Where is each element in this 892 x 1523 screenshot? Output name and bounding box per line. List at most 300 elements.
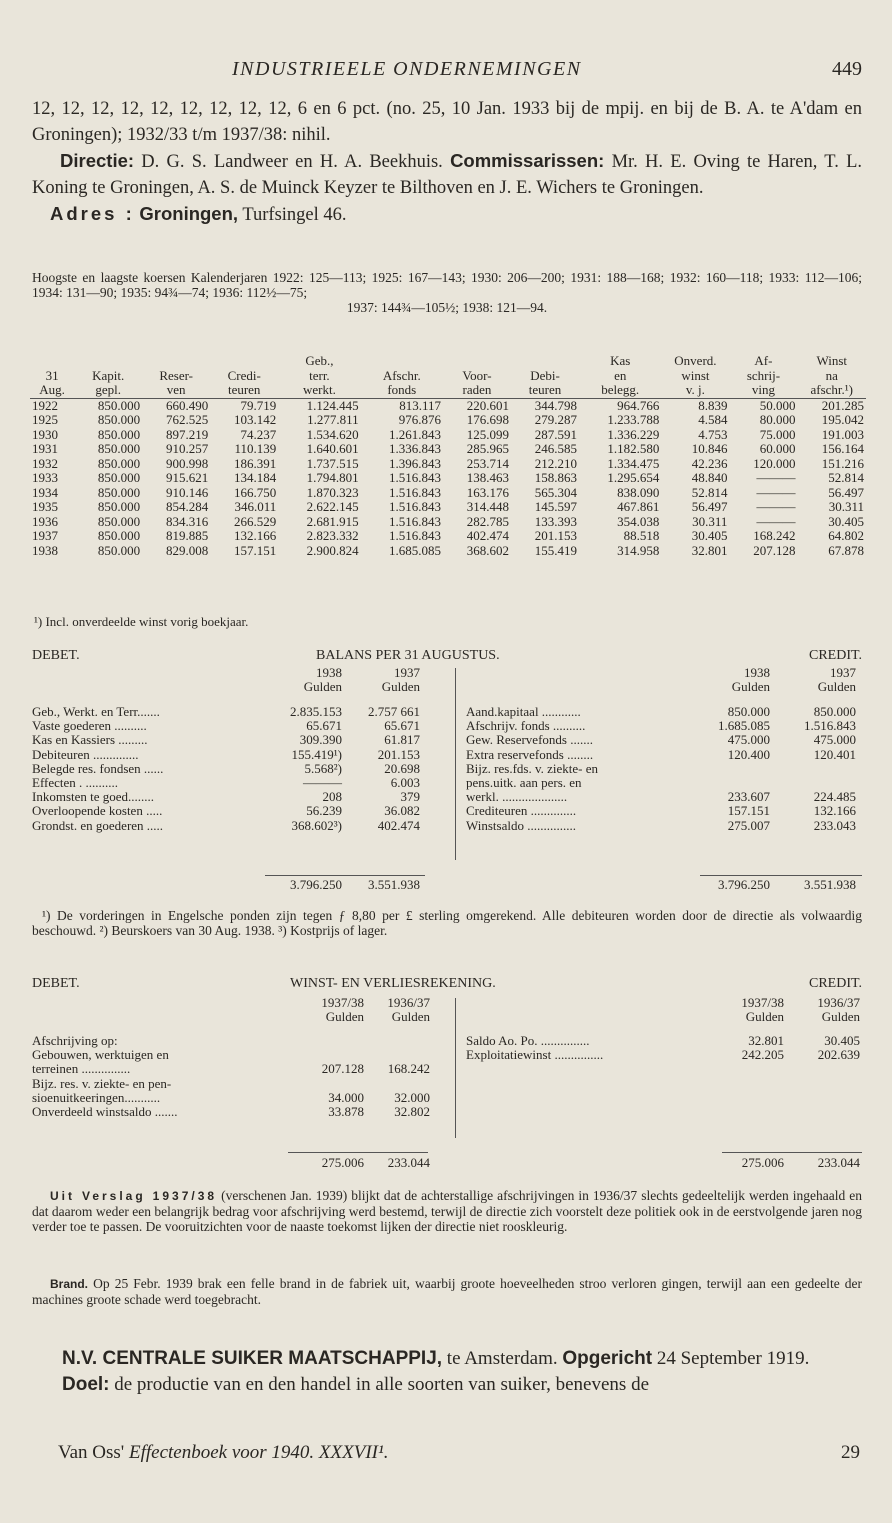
balans-left-head-1937 [346,666,420,694]
column-header: raden [462,382,492,397]
table-cell: 88.518 [623,528,660,543]
table-cell: 155.419 [534,542,578,558]
table-cell: 30.311 [828,499,864,514]
list-item [284,1034,364,1048]
table-cell: 103.142 [233,412,277,427]
list-item [776,762,856,776]
table-cell: 850.000 [97,513,141,529]
table-cell: 157.151 [233,542,277,558]
list-item: 202.639 [817,1047,860,1063]
balans-right-total-1938: 3.796.250 [718,877,770,892]
table-cell: 132.166 [233,528,277,543]
table-cell: 344.798 [511,398,579,413]
table-cell: 4.753 [698,426,728,442]
list-item: 34.000 [328,1089,364,1105]
column-header: v. j. [685,382,705,397]
table-cell: 850.000 [97,470,141,485]
commissarissen-label: Commissarissen: [450,150,605,171]
balans-right-head-1938 [690,666,770,694]
table-cell: 186.391 [233,455,277,471]
footer-publisher: Van Oss' [58,1442,125,1463]
table-cell: 145.597 [534,499,578,514]
balans-left-total-rule [265,875,425,876]
wv-credit-label: CREDIT. [808,976,862,991]
table-cell: 48.840 [691,470,728,485]
table-cell: 915.621 [165,470,209,485]
table-row [30,457,866,472]
wv-right-total-b: 233.044 [817,1155,860,1170]
year-label: 1937 [394,665,420,680]
list-item: 61.817 [384,732,420,748]
table-cell: 2.900.824 [306,542,359,558]
list-item: werkl. .................... [466,789,568,805]
table-cell: 1925 [32,412,58,427]
table-cell: 314.958 [617,542,660,558]
table-cell: ——— [756,499,796,514]
list-item: 208 [322,789,342,805]
table-cell: 282.785 [466,513,509,529]
table-cell: 212.210 [534,455,578,471]
year-label: 1936/37 [387,995,430,1010]
management-paragraph [32,148,862,201]
wv-left-head-a [284,996,364,1024]
table-row [30,398,866,413]
footer-book: Effectenboek voor 1940. XXXVII¹. [128,1442,389,1463]
list-item: 120.401 [813,746,856,762]
table-cell: 74.237 [240,426,277,442]
wv-left-total-b: 233.044 [387,1155,430,1170]
balans-right-1938 [690,705,770,833]
table-cell: 850.000 [97,528,141,543]
column-header: Winst [816,353,847,368]
table-cell: 314.448 [466,499,509,514]
table-cell: 1.277.811 [307,412,359,427]
list-item: 475.000 [727,732,770,748]
table-cell: 1936 [32,513,58,529]
list-item: 475.000 [813,732,856,748]
column-header: Kas [610,353,631,368]
column-header [210,354,278,369]
footer [58,1442,388,1464]
table-cell: 354.038 [617,513,660,529]
column-header: terr. [309,367,330,383]
list-item: terreinen ............... [32,1061,131,1077]
table-cell: 1.336.843 [388,441,441,456]
list-item [690,762,770,776]
header-row [30,354,866,369]
list-item: 233.043 [813,817,856,833]
list-item: Extra reservefonds ........ [466,746,594,762]
company-name: N.V. CENTRALE SUIKER MAATSCHAPPIJ, [62,1348,443,1369]
unit-label: Gulden [325,1009,364,1025]
balans-debet-label: DEBET. [32,648,80,663]
list-item: 32.000 [394,1089,430,1105]
list-item: 1.516.843 [804,718,856,734]
table-cell: 854.284 [165,499,209,514]
column-header: Kapit. [92,367,125,383]
column-header: gepl. [95,382,121,397]
column-header: Credi- [227,367,261,383]
balans-credit-label: CREDIT. [808,648,862,663]
table-cell: 819.885 [165,528,209,543]
balans-left-total-1937: 3.551.938 [368,877,420,892]
table-cell: 287.591 [534,426,578,442]
column-header [443,354,511,369]
table-cell: 80.000 [759,412,796,427]
brand-paragraph [32,1276,862,1307]
adres-city: Groningen, [139,203,239,224]
table-cell: 1931 [32,441,58,456]
table-cell: 158.863 [534,470,578,485]
adres-label: Adres : [50,203,135,224]
wv-left-labels [32,1034,282,1119]
verslag-label: Uit Verslag 1937/38 [50,1189,218,1203]
table-cell: 4.584 [698,412,728,427]
list-item: 207.128 [321,1061,364,1077]
list-item: 155.419¹) [291,746,342,762]
list-item: sioenuitkeeringen........... [32,1089,161,1105]
table-row [30,500,866,515]
table-row [30,515,866,530]
column-header: en [614,367,627,383]
list-item: Saldo Ao. Po. ............... [466,1033,590,1048]
column-header: ven [166,382,186,397]
column-header: Aug. [39,382,65,397]
table-cell: 1.182.580 [607,441,660,456]
history-footnote: ¹) Incl. onverdeelde winst vorig boekjaar. [34,614,249,629]
table-cell: 1932 [32,455,58,471]
table-cell: 467.861 [617,499,660,514]
table-cell: 1934 [32,484,58,500]
history-table [30,354,866,558]
table-cell: 976.876 [398,412,441,427]
list-item: pens.uitk. aan pers. en [466,774,582,790]
table-cell: 32.801 [691,542,728,558]
year-label: 1937 [830,665,856,680]
unit-label: Gulden [817,679,856,695]
table-cell: 266.529 [233,513,277,529]
table-cell: 220.601 [443,398,511,413]
list-item: 850.000 [813,704,856,719]
table-cell: 120.000 [753,455,796,471]
wv-right-a [720,1034,784,1062]
table-row [30,544,866,559]
wv-right-head-b [788,996,860,1024]
table-cell: 50.000 [729,398,797,413]
unit-label: Gulden [391,1009,430,1025]
list-item: Onverdeeld winstsaldo ....... [32,1103,178,1119]
koersen-text: Hoogste en laagste koersen Kalenderjaren 1922: 125—113; 1925: 167—143; 1930: 206—200; 1931: 188—168; 1932: 160—118; 1933: 112—106; 1934: 131—90; 1935: 94¾—74; 1936: 112½—75; [32,270,862,300]
price-range [32,270,862,315]
table-cell: 8.839 [661,398,729,413]
list-item: 1.685.085 [718,718,770,734]
wv-debet-label: DEBET. [32,976,80,991]
table-cell: 67.878 [828,542,864,558]
table-cell: 565.304 [534,484,578,500]
table-cell: 368.602 [466,542,509,558]
list-item: 224.485 [813,789,856,805]
list-item: Gew. Reservefonds ....... [466,732,593,748]
table-cell: 660.490 [142,398,210,413]
table-cell: ——— [756,513,796,529]
adres-street: Turfsingel 46. [242,205,347,225]
wv-right-b [788,1034,860,1062]
footer-page-number: 29 [841,1442,860,1463]
list-item: Geb., Werkt. en Terr....... [32,704,160,719]
list-item: Aand.kapitaal ............ [466,704,581,719]
balans-footnote [32,908,862,938]
table-cell: 2.622.145 [306,499,359,514]
list-item: 56.239 [306,803,342,819]
table-cell: 2.681.915 [306,513,359,529]
table-cell: 1.261.843 [388,426,441,442]
verslag-text: (verschenen Jan. 1939) blijkt dat de achterstallige afschrijvingen in 1936/37 slechts gedeeltelijk werden ingehaald en dat daarom weder een belangrijk bedrag voor afschrijving werd bestemd, terwijl de directie zich voorstelt deze politiek ook in de eerstvolgende jaren nog verder toe te passen. De vooruitzichten voor de naaste toekomst lijken der directie niet rooskleurig. [32,1188,863,1234]
opgericht-text: 24 September 1919. [656,1348,810,1369]
table-cell: 1935 [32,499,58,514]
year-label: 1937/38 [741,995,784,1010]
table-cell: 176.698 [466,412,509,427]
table-cell: 1.685.085 [388,542,441,558]
table-cell: 64.802 [828,528,864,543]
column-header: Voor- [462,367,492,383]
list-item: ——— [303,774,342,790]
column-header [30,354,74,369]
table-cell: 1.737.515 [306,455,359,471]
table-cell: 1.516.843 [388,513,441,529]
wv-right-head-a [720,996,784,1024]
balans-left-labels [32,705,260,833]
list-item [362,1077,430,1091]
list-item: 201.153 [377,746,420,762]
list-item: Bijz. res. v. ziekte- en pen- [32,1075,172,1091]
list-item: 850.000 [727,704,770,719]
dividend-text: 12, 12, 12, 12, 12, 12, 12, 12, 12, 6 en 6 pct. (no. 25, 10 Jan. 1933 bij de mpij. en bij de B. A. te A'dam en Groningen); 1932/33 t/m 1937/38: nihil. [32,99,862,145]
table-cell: 56.497 [828,484,864,500]
year-label: 1938 [316,665,342,680]
brand-text: Op 25 Febr. 1939 brak een felle brand in de fabriek uit, waarbij groote hoeveelheden stroo verloren gingen, terwijl aan een gedeelte der machines groote schade werd toegebracht. [32,1276,862,1307]
header-row [30,369,866,384]
address-line [32,201,862,228]
balans-right-total-1937: 3.551.938 [804,877,856,892]
table-cell: 253.714 [466,455,509,471]
list-item: 30.405 [824,1033,860,1048]
table-cell: 1922 [30,398,74,413]
list-item: Exploitatiewinst ............... [466,1047,604,1063]
table-cell: 762.525 [165,412,209,427]
history-table-body [30,398,866,558]
wv-right-total-a: 275.006 [741,1155,784,1170]
table-cell: 346.011 [234,499,277,514]
column-header [142,354,210,369]
table-row [30,471,866,486]
table-cell: 52.814 [691,484,728,500]
column-header: 31 [45,367,59,383]
year-label: 1938 [744,665,770,680]
table-cell: ——— [756,484,796,500]
table-cell: 42.236 [691,455,728,471]
table-cell: 850.000 [97,426,141,442]
table-cell: 850.000 [97,412,141,427]
wv-left-b [362,1034,430,1119]
unit-label: Gulden [731,679,770,695]
list-item [362,1034,430,1048]
table-cell: 1.516.843 [388,499,441,514]
table-cell: 1.794.801 [306,470,359,485]
table-cell: 30.311 [692,513,728,529]
table-cell: 52.814 [828,470,864,485]
table-cell: 285.965 [466,441,509,456]
table-cell: 110.139 [234,441,277,456]
list-item: 157.151 [727,803,770,819]
balans-right-labels [466,705,686,833]
table-cell: 1.295.654 [607,470,660,485]
table-cell: 30.405 [828,513,864,529]
column-header: Geb., [305,353,334,368]
unit-label: Gulden [821,1009,860,1025]
column-header [361,354,443,369]
table-cell: 850.000 [97,441,141,456]
wv-left-total-a: 275.006 [321,1155,364,1170]
list-item [690,776,770,790]
list-item: 65.671 [384,718,420,734]
list-item: Crediteuren .............. [466,803,577,819]
history-table-header [30,354,866,398]
column-header: ving [751,382,776,397]
table-cell: 79.719 [210,398,278,413]
table-cell: 125.099 [466,426,509,442]
table-cell: 897.219 [165,426,209,442]
table-cell: 60.000 [759,441,796,456]
table-cell: 1.334.475 [607,455,660,471]
list-item: Afschrijv. fonds .......... [466,718,586,734]
year-label: 1936/37 [817,995,860,1010]
list-item: Inkomsten te goed........ [32,789,155,805]
directie-label: Directie: [60,150,135,171]
directie-text: D. G. S. Landweer en H. A. Beekhuis. [141,152,443,172]
commissarissen-text: Mr. H. E. Oving te Haren, T. L. Koning te Groningen, A. S. de Muinck Keyzer te Bilthoven en J. E. Wichers te Groningen. [32,152,863,198]
list-item: 2.835.153 [290,704,342,719]
list-item [284,1077,364,1091]
table-cell: 1930 [32,426,58,442]
list-item: 309.390 [299,732,342,748]
wv-right-labels [466,1034,718,1062]
table-cell: 30.405 [691,528,728,543]
table-cell: 134.184 [233,470,277,485]
balans-divider [455,668,456,860]
brand-label: Brand. [50,1277,89,1291]
column-header: winst [681,367,710,383]
unit-label: Gulden [303,679,342,695]
list-item: 275.007 [727,817,770,833]
balans-right-1937 [776,705,856,833]
table-cell: 1.396.843 [388,455,441,471]
wv-left-a [284,1034,364,1119]
table-cell: 850.000 [97,484,141,500]
table-cell: 850.000 [97,499,141,514]
table-cell: 279.287 [534,412,578,427]
table-cell: 56.497 [691,499,728,514]
list-item: 20.698 [384,760,420,776]
column-header [74,354,142,369]
table-cell: 207.128 [753,542,796,558]
table-cell: 1.534.620 [306,426,359,442]
doel-label: Doel: [62,1374,110,1395]
table-cell: 1937 [32,528,58,543]
table-cell: 166.750 [233,484,277,500]
table-cell: 10.846 [691,441,728,456]
list-item: 65.671 [306,718,342,734]
table-row [30,529,866,544]
list-item: 132.166 [813,803,856,819]
table-cell: 195.042 [821,412,864,427]
list-item: 233.607 [727,789,770,805]
table-cell: 1.516.843 [388,470,441,485]
list-item: Overloopende kosten ..... [32,803,163,819]
list-item: 368.602³) [291,817,342,833]
table-cell: 850.000 [74,398,142,413]
table-cell: 201.285 [797,398,866,413]
list-item: Bijz. res.fds. v. ziekte- en [466,760,598,776]
table-cell: 138.463 [466,470,509,485]
table-cell: 402.474 [466,528,509,543]
balans-left-1938 [262,705,342,833]
table-cell: 1.336.229 [607,426,660,442]
table-cell: 850.000 [97,542,141,558]
list-item: 402.474 [377,817,420,833]
column-header: Afschr. [382,367,421,383]
unit-label: Gulden [381,679,420,695]
table-cell: 829.008 [165,542,209,558]
table-row [30,428,866,443]
list-item: Belegde res. fondsen ...... [32,760,164,776]
list-item [776,776,856,790]
table-cell: 850.000 [97,455,141,471]
table-cell: ——— [756,470,796,485]
company-intro [32,96,862,228]
list-item: Kas en Kassiers ......... [32,732,148,748]
balans-left-1937 [346,705,420,833]
doel-text: de productie van en den handel in alle soorten van suiker, benevens de [114,1374,649,1395]
page-number: 449 [832,58,862,80]
verslag-paragraph [32,1188,862,1234]
table-cell: 1933 [32,470,58,485]
list-item: 32.802 [394,1103,430,1119]
table-cell: 201.153 [534,528,578,543]
balans-right-total-rule [700,875,862,876]
table-cell: 1.516.843 [388,484,441,500]
table-cell: 1.870.323 [306,484,359,500]
table-row [30,486,866,501]
table-cell: 246.585 [534,441,578,456]
balans-title: BALANS PER 31 AUGUSTUS. [316,648,500,663]
table-cell: 910.257 [165,441,209,456]
company-entry [32,1346,862,1398]
wv-title: WINST- EN VERLIESREKENING. [290,976,496,991]
column-header: Af- [754,353,773,368]
running-title: INDUSTRIEELE ONDERNEMINGEN [232,58,582,80]
wv-divider [455,998,456,1138]
wv-left-head-b [362,996,430,1024]
balans-footnote-text: ¹) De vorderingen in Engelsche ponden zijn tegen ƒ 8,80 per £ sterling omgerekend. Alle debiteuren worden door de directie als volwaardig beschouwd. ²) Beurskoers van 30 Aug. 1938. ³) Kostprijs of lager. [32,908,862,938]
list-item: Winstsaldo ............... [466,817,576,833]
table-row [30,442,866,457]
balans-left-total-1938: 3.796.250 [290,877,342,892]
table-cell: 168.242 [753,528,796,543]
list-item: 168.242 [387,1061,430,1077]
table-cell: 1.516.843 [388,528,441,543]
table-cell: 2.823.332 [306,528,359,543]
table-cell: 75.000 [759,426,796,442]
